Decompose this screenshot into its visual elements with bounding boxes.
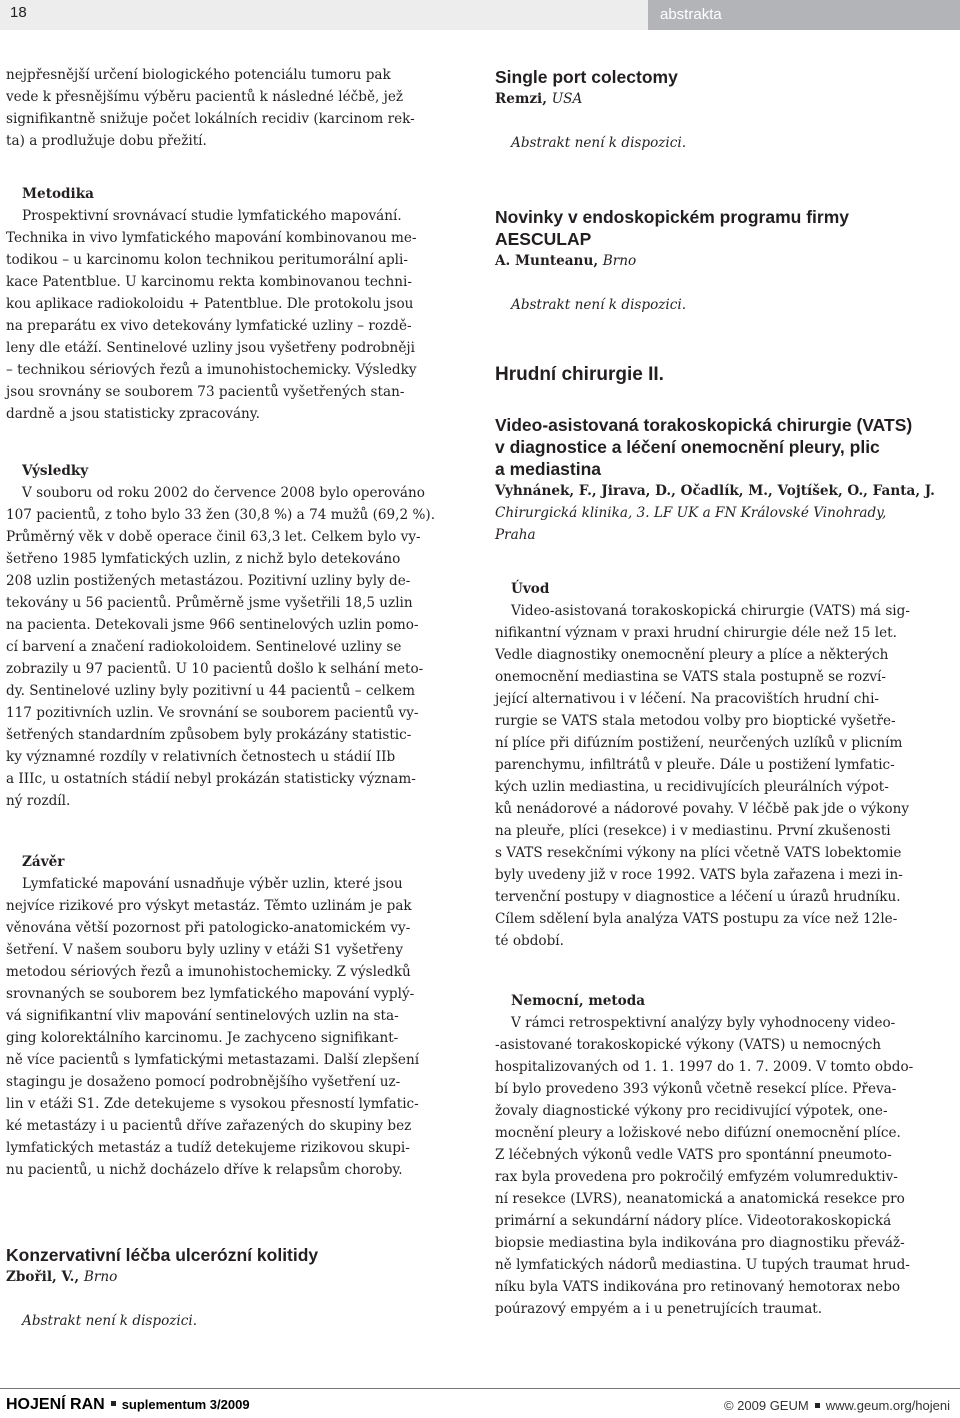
text-line: byly uvedeny již v roce 1992. VATS byla zařazena i mezi in- (495, 867, 903, 883)
text-line: kou aplikace radiokoloidu + Patentblue. Dle protokolu jsou (6, 296, 414, 312)
abstract-authors (6, 1266, 466, 1288)
text-line: ně více pacientů s lymfatickými metastazami. Další zlepšení (6, 1052, 420, 1068)
supplement-label: suplementum 3/2009 (121, 1397, 250, 1412)
text-line: žovaly diagnostické výkony pro recidivující výpotek, one- (495, 1103, 888, 1119)
abstract-title: Single port colectomy (495, 67, 678, 87)
text-line: kých uzlin mediastina, u recidivujících pleurálních výpot- (495, 779, 889, 795)
section-heading: Výsledky (22, 463, 89, 479)
text-line: metodou sériových řezů a imunohistochemicky. Z výsledků (6, 964, 411, 980)
metodika-section (6, 183, 466, 425)
header-bar (0, 0, 960, 30)
section-heading: Nemocní, metoda (511, 993, 646, 1009)
text-line: hospitalizovaných od 1. 1. 1997 do 1. 7. 2009. V tomto obdo- (495, 1059, 914, 1075)
abstract-title-line: Novinky v endoskopickém programu firmy (495, 207, 849, 227)
text-line: kace Patentblue. U karcinomu rekta kombinovanou techni- (6, 274, 413, 290)
text-line: té období. (495, 933, 564, 949)
text-line: ging kolorektálního karcinomu. Je zachyceno signifikant- (6, 1030, 399, 1046)
uvod-section (495, 578, 950, 952)
text-line: na pleuře, plíci (resekce) i v mediastinu. První zkušenosti (495, 823, 891, 839)
text-line: vede k přesnějšímu výběru pacientů k následné léčbě, jež (6, 89, 404, 105)
text-line: dardně a jsou statisticky zpracovány. (6, 406, 260, 422)
section-heading: Úvod (511, 581, 550, 597)
text-line: jející alternativou i v léčení. Na pracovištích hrudní chi- (495, 691, 880, 707)
text-line: Lymfatické mapování usnadňuje výběr uzlin, které jsou (22, 876, 403, 892)
text-line: V rámci retrospektivní analýzy byly vyhodnoceny video- (511, 1015, 896, 1031)
journal-name (6, 1396, 250, 1414)
vats-abstract (495, 414, 950, 546)
text-line: ný rozdíl. (6, 793, 71, 809)
text-line: tervenční postupy v diagnostice a léčení u úrazů hrudníku. (495, 889, 901, 905)
text-line: stagingu je dosaženo pomocí podrobnějšího vyšetření uz- (6, 1074, 401, 1090)
text-line: Z léčebných výkonů vedle VATS pro spontánní pneumoto- (495, 1147, 892, 1163)
text-line: šetřených standardním způsobem byly prokázány statistic- (6, 727, 412, 743)
page-number: 18 (10, 4, 27, 21)
text-line: zobrazily u 97 pacientů. U 10 pacientů došlo k selhání meto- (6, 661, 424, 677)
text-line: na preparátu ex vivo detekovány lymfatické uzliny – rozdě- (6, 318, 412, 334)
section-title: Hrudní chirurgie II. (495, 364, 664, 385)
author-place: USA (551, 91, 583, 107)
text-line: věnována větší pozornost při patologicko-anatomickém vy- (6, 920, 411, 936)
text-line: nejvíce rizikové pro výskyt metastáz. Těmto uzlinám je pak (6, 898, 412, 914)
text-line: signifikantně snižuje počet lokálních recidiv (karcinom rek- (6, 111, 415, 127)
text-line: Průměrný věk v době operace činil 63,3 let. Celkem bylo vy- (6, 529, 421, 545)
page-footer (0, 1388, 960, 1418)
text-line: Cílem sdělení byla analýza VATS postupu za více než 12le- (495, 911, 898, 927)
text-line: ké metastázy i u pacientů dříve zařazených do skupiny bez (6, 1118, 412, 1134)
text-line: bí bylo provedeno 393 výkonů včetně resekcí plíce. Převa- (495, 1081, 897, 1097)
text-line: rax byla provedena pro pokročilý emfyzém volumreduktiv- (495, 1169, 898, 1185)
text-line: rurgie se VATS stala metodou volby pro bioptické vyšetře- (495, 713, 896, 729)
text-line: srovnaných se souborem bez lymfatického mapování vyplý- (6, 986, 415, 1002)
text-line: poúrazový empyém a i u penetrujících traumat. (495, 1301, 823, 1317)
text-line: – technikou sériových řezů a imunohistochemicky. Výsledky (6, 362, 417, 378)
intro-paragraph (6, 64, 466, 152)
abstract-title-line: a mediastina (495, 459, 602, 479)
abstract-title-line: Video-asistovaná torakoskopická chirurgie (VATS) (495, 415, 913, 435)
text-line: mocnění pleury a ložiskové nebo difúzní onemocnění plíce. (495, 1125, 901, 1141)
aesculap-abstract (495, 206, 950, 316)
text-line: s VATS resekčními výkony na plíci včetně VATS lobektomie (495, 845, 902, 861)
text-line: lymfatických metastáz a tudíž detekujeme rizikovou skupi- (6, 1140, 410, 1156)
text-line: V souboru od roku 2002 do července 2008 bylo operováno (22, 485, 425, 501)
text-line: ků nenádorové a nádorové povahy. V léčbě pak jde o výkony (495, 801, 910, 817)
text-line: ta) a prodlužuje dobu přežití. (6, 133, 207, 149)
text-line: jsou srovnány se souborem 73 pacientů vyšetřených stan- (6, 384, 405, 400)
text-line: leny dle etáží. Sentinelové uzliny jsou vyšetřeny podrobněji (6, 340, 415, 356)
text-line: vá signifikantní vliv mapování sentinelových uzlin na sta- (6, 1008, 399, 1024)
text-line: Vedle diagnostiky onemocnění pleury a plíce a některých (495, 647, 889, 663)
section-heading: Závěr (22, 854, 65, 870)
abstract-authors (495, 88, 950, 110)
abstract-title-line: v diagnostice a léčení onemocnění pleury, plic (495, 437, 880, 457)
text-line: dy. Sentinelové uzliny byly pozitivní u 44 pacientů – celkem (6, 683, 416, 699)
text-line: todikou – u karcinomu kolon technikou peritumorální apli- (6, 252, 408, 268)
copyright-text: © 2009 GEUM (723, 1398, 809, 1413)
text-line: parenchymu, infiltrátů v pleuře. Dále u postižení lymfatic- (495, 757, 895, 773)
text-line: ní resekce (LVRS), neanatomická a anatomická resekce pro (495, 1191, 905, 1207)
affiliation-line: Praha (495, 527, 536, 543)
bullet-icon (111, 1401, 116, 1406)
text-line: 208 uzlin postižených metastázou. Pozitivní uzliny byly de- (6, 573, 411, 589)
footer-divider (0, 1388, 960, 1389)
text-line: šetřeno 1985 lymfatických uzlin, z nichž bylo detekováno (6, 551, 401, 567)
author-place: Brno (83, 1269, 118, 1285)
author-names: A. Munteanu, (495, 253, 599, 269)
text-line: na pacienta. Detekovali jsme 966 sentinelových uzlin pomo- (6, 617, 419, 633)
text-line: nejpřesnější určení biologického potenciálu tumoru pak (6, 67, 391, 83)
website-link[interactable]: www.geum.org/hojeni (825, 1398, 950, 1413)
text-line: šetření. V našem souboru byly uzliny v etáži S1 vyšetřeny (6, 942, 404, 958)
text-line: Video-asistovaná torakoskopická chirurgie (VATS) má sig- (511, 603, 910, 619)
text-line: ně lymfatických nádorů mediastina. U tupých traumat hrud- (495, 1257, 910, 1273)
abstract-unavailable: Abstrakt není k dispozici. (511, 135, 687, 151)
text-line: 107 pacientů, z toho bylo 33 žen (30,8 %) a 74 mužů (69,2 %). (6, 507, 436, 523)
text-line: nifikantní význam v praxi hrudní chirurgie déle než 15 let. (495, 625, 897, 641)
vysledky-section (6, 460, 466, 812)
affiliation-line: Chirurgická klinika, 3. LF UK a FN Královské Vinohrady, (495, 505, 887, 521)
section-title-block (495, 364, 950, 386)
text-line: biopsie mediastina byla indikována pro diagnostiku převáž- (495, 1235, 905, 1251)
abstract-authors: Vyhnánek, F., Jirava, D., Očadlík, M., Vojtíšek, O., Fanta, J. (495, 483, 935, 499)
text-line: cí barvení a značení radiokoloidem. Sentinelové uzliny se (6, 639, 402, 655)
text-line: Prospektivní srovnávací studie lymfatického mapování. (22, 208, 402, 224)
text-line: Technika in vivo lymfatického mapování kombinovanou me- (6, 230, 417, 246)
abstract-title-line: AESCULAP (495, 229, 592, 249)
text-line: ky významné rozdíly v relativních četnostech u stádií IIb (6, 749, 396, 765)
author-place: Brno (602, 253, 637, 269)
text-line: lin v etáži S1. Zde detekujeme s vysokou přesností lymfatic- (6, 1096, 419, 1112)
text-line: a IIIc, u ostatních stádií nebyl prokázán statisticky význam- (6, 771, 416, 787)
abstract-authors (495, 250, 950, 272)
text-line: nu pacientů, u nichž docházelo dříve k relapsům choroby. (6, 1162, 403, 1178)
journal-title: HOJENÍ RAN (6, 1396, 105, 1413)
text-line: -asistované torakoskopické výkony (VATS) u nemocných (495, 1037, 882, 1053)
text-line: onemocnění mediastina se VATS stala postupně se rozví- (495, 669, 886, 685)
section-heading: Metodika (22, 186, 94, 202)
single-port-abstract (495, 66, 950, 154)
text-line: primární a sekundární nádory plíce. Videotorakoskopická (495, 1213, 892, 1229)
author-names: Zbořil, V., (6, 1269, 80, 1285)
copyright (724, 1398, 950, 1413)
section-tab: abstrakta (648, 0, 960, 30)
text-line: ní plíce při difúzním postižení, neurčených uzlíků v plicním (495, 735, 903, 751)
abstract-unavailable: Abstrakt není k dispozici. (22, 1313, 198, 1329)
bullet-icon (815, 1403, 820, 1408)
text-line: 117 pozitivních uzlin. Ve srovnání se souborem pacientů vy- (6, 705, 419, 721)
kolitidy-abstract (6, 1244, 466, 1332)
nemocni-section (495, 990, 950, 1320)
abstract-unavailable: Abstrakt není k dispozici. (511, 297, 687, 313)
abstract-title: Konzervativní léčba ulcerózní kolitidy (6, 1245, 319, 1265)
author-names: Remzi, (495, 91, 547, 107)
zaver-section (6, 851, 466, 1181)
text-line: níku byla VATS indikována pro retinovaný hemotorax nebo (495, 1279, 901, 1295)
text-line: tekovány u 56 pacientů. Průměrně jsme vyšetřili 18,5 uzlin (6, 595, 413, 611)
